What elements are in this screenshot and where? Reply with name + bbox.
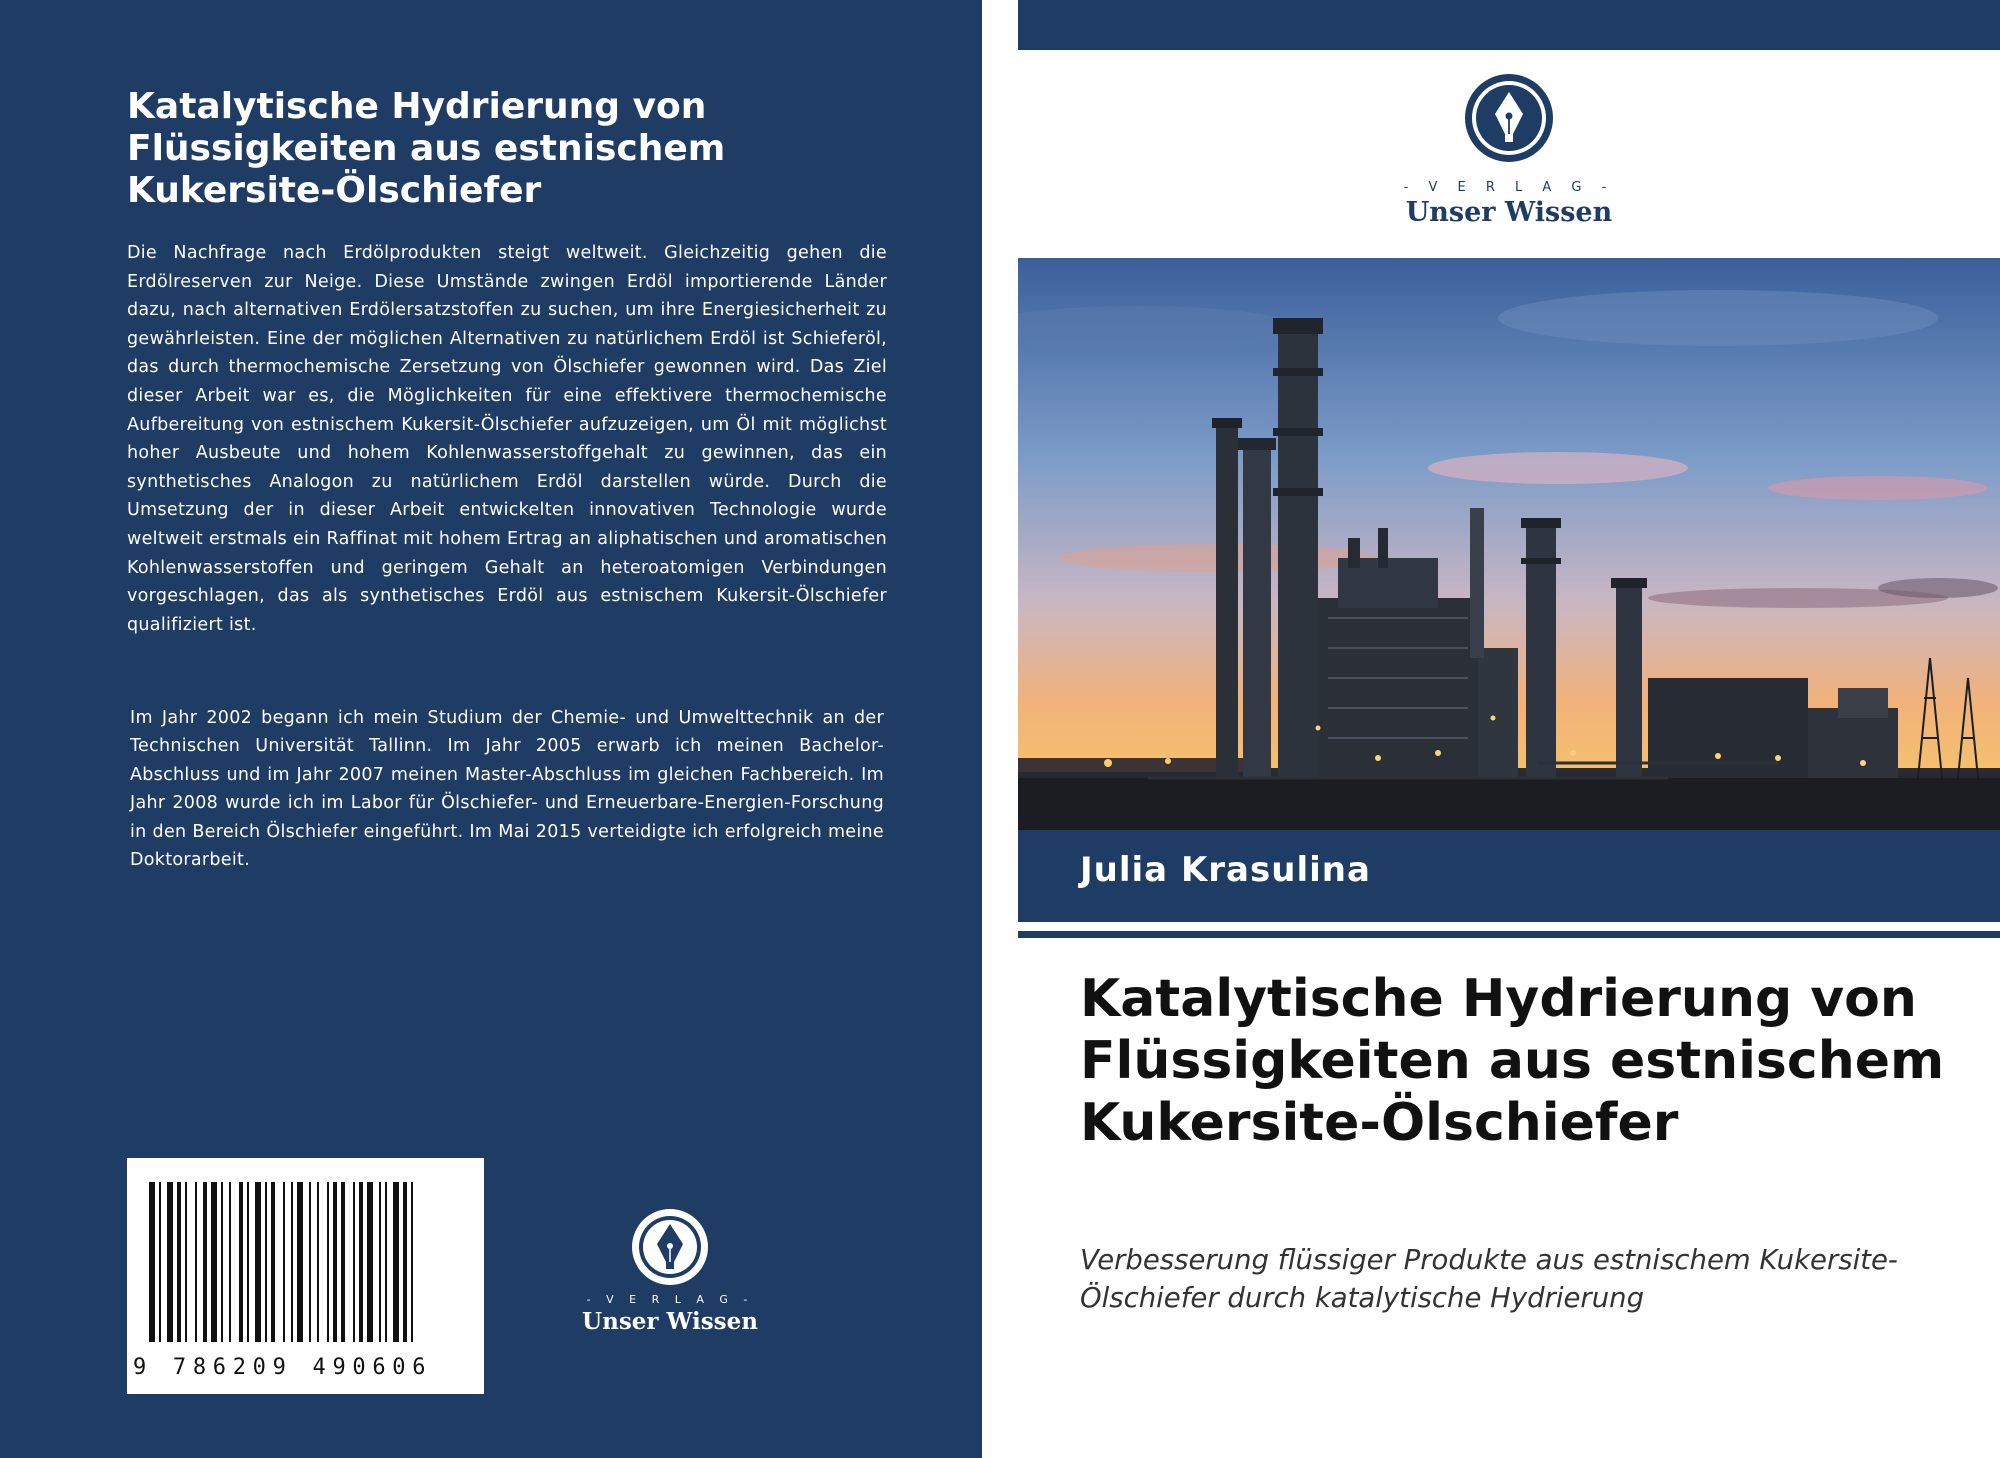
barcode-bar	[283, 1182, 285, 1342]
barcode-bar	[271, 1182, 275, 1342]
verlag-label: - V E R L A G -	[1403, 180, 1615, 195]
barcode	[145, 1182, 467, 1342]
barcode-bar	[239, 1182, 243, 1342]
isbn-barcode	[127, 1158, 484, 1394]
front-cover	[1018, 0, 2000, 1458]
barcode-bar	[291, 1182, 293, 1342]
barcode-bar	[353, 1182, 355, 1342]
cover-photo-refinery-sunset	[1018, 258, 2000, 830]
front-cover-subtitle: Verbesserung flüssiger Produkte aus estnischem Kukersite-Ölschiefer durch katalytische Hydrierung	[1080, 1244, 1898, 1314]
back-cover-title: Katalytische Hydrierung von Flüssigkeiten aus estnischem Kukersite-Ölschiefer	[127, 86, 726, 211]
barcode-bar	[411, 1182, 413, 1342]
back-cover	[0, 0, 982, 1458]
barcode-bar	[385, 1182, 387, 1342]
barcode-bar	[367, 1182, 373, 1342]
publisher-name: Unser Wissen	[582, 1308, 758, 1335]
divider-rule	[1018, 931, 2000, 938]
spine-gap	[982, 0, 1018, 1458]
barcode-bar	[211, 1182, 217, 1342]
barcode-bar	[327, 1182, 329, 1342]
barcode-bar	[379, 1182, 381, 1342]
back-cover-blurb: Die Nachfrage nach Erdölprodukten steigt weltweit. Gleichzeitig gehen die Erdölreserven zur Neige. Diese Umstände zwingen Erdöl importierende Länder dazu, nach alternativen Erdölersatzstoffen zu suchen, um ihre Energiesicherheit zu gewährleisten. Eine der möglichen Alternativen zu natürlichem Erdöl ist Schieferöl, das durch thermochemische Zersetzung von Ölschiefer gewonnen wird. Das Ziel dieser Arbeit war es, die Möglichkeiten für eine effektivere thermochemische Aufbereitung von estnischem Kukersit-Ölschiefer aufzuzeigen, um Öl mit möglichst hoher Ausbeute und hohem Kohlenwasserstoffgehalt zu gewinnen, das ein synthetisches Analogon zu natürlichem Erdöl darstellen würde. Durch die Umsetzung der in dieser Arbeit entwickelten innovativen Technologie wurde weltweit erstmals ein Raffinat mit hohem Ertrag an aliphatischen und aromatischen Kohlenwasserstoffen und geringem Gehalt an heteroatomigen Verbindungen vorgeschlagen, das als synthetisches Erdöl aus estnischem Kukersit-Ölschiefer qualifiziert ist.	[127, 243, 887, 635]
barcode-bar	[177, 1182, 181, 1342]
barcode-bar	[309, 1182, 311, 1342]
publisher-logo-front	[1378, 72, 1640, 228]
author-name: Julia Krasulina	[1080, 850, 1371, 890]
publisher-name: Unser Wissen	[1405, 197, 1613, 228]
barcode-bar	[403, 1182, 407, 1342]
barcode-bar	[333, 1182, 337, 1342]
front-cover-title: Katalytische Hydrierung von Flüssigkeiten aus estnischem Kukersite-Ölschiefer	[1080, 969, 1945, 1153]
publisher-logo-back	[560, 1207, 780, 1337]
isbn-number: 9 786209 490606	[133, 1355, 433, 1380]
barcode-bar	[317, 1182, 319, 1342]
barcode-bar	[265, 1182, 267, 1342]
barcode-bar	[229, 1182, 231, 1342]
verlag-label: - V E R L A G -	[586, 1293, 754, 1306]
barcode-bar	[393, 1182, 399, 1342]
barcode-bar	[149, 1182, 155, 1342]
barcode-bar	[247, 1182, 249, 1342]
barcode-bar	[221, 1182, 223, 1342]
refinery-illustration	[1018, 258, 2000, 830]
fountain-pen-nib-icon	[630, 1207, 710, 1287]
barcode-bar	[167, 1182, 173, 1342]
barcode-bar	[159, 1182, 161, 1342]
barcode-bar	[341, 1182, 345, 1342]
barcode-bar	[203, 1182, 207, 1342]
barcode-bar	[195, 1182, 197, 1342]
barcode-bar	[185, 1182, 187, 1342]
author-biography: Im Jahr 2002 begann ich mein Studium der Chemie- und Umwelttechnik an der Technischen Universität Tallinn. Im Jahr 2005 erwarb ich meinen Bachelor-Abschluss und im Jahr 2007 meinen Master-Abschluss im gleichen Fachbereich. Im Jahr 2008 wurde ich im Labor für Ölschiefer- und Erneuerbare-Energien-Forschung in den Bereich Ölschiefer eingeführt. Im Mai 2015 verteidigte ich erfolgreich meine Doktorarbeit.	[130, 708, 884, 871]
barcode-bar	[255, 1182, 261, 1342]
top-band	[1018, 0, 2000, 50]
fountain-pen-nib-icon	[1463, 72, 1555, 164]
barcode-bar	[297, 1182, 303, 1342]
author-band	[1018, 830, 2000, 922]
barcode-bar	[359, 1182, 363, 1342]
